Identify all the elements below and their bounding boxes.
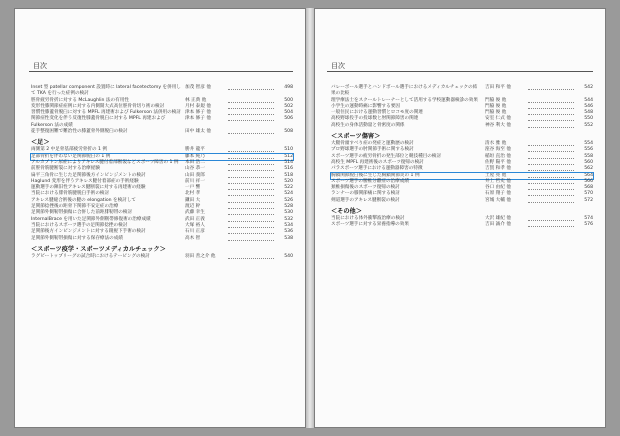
- entry-page: 542: [584, 85, 593, 90]
- dot-leader: [528, 85, 574, 90]
- dot-leader: [228, 229, 274, 234]
- entry-title: スポーツ選手の疲労骨折の発生部位と競技種目の検討: [331, 153, 442, 159]
- entry-author: 渡辺 幹: [185, 204, 201, 210]
- dot-leader: [528, 160, 574, 165]
- entry-author: 高木 智: [185, 235, 201, 241]
- dot-leader: [228, 173, 274, 178]
- entry-title: InternalBrace を用いた足関節外側靭帯修復術の治療成績: [31, 216, 151, 222]
- entry-author: 安室 仁式 他: [485, 116, 511, 122]
- entry-title: 関節症性変化を伴う反復性膝蓋骨脱臼に対する MPFL 再建および Fulkerson 法の成績: [31, 116, 166, 128]
- entry-page: 538: [284, 235, 293, 241]
- dot-leader: [528, 104, 574, 109]
- toc-list: [331, 85, 593, 229]
- entry-author: 稲垣 直治 他: [485, 153, 511, 159]
- entry-title: 徒手整復困難で難治性の膝蓋骨外側脱臼の検討: [31, 129, 128, 135]
- entry-title: 一般住民における運動習慣とロコモ度の関連: [331, 110, 423, 116]
- entry-author: 井上 哲史 他: [485, 178, 511, 184]
- entry-author: 清水 雅 他: [485, 141, 507, 147]
- entry-author: 土屋 亮 他: [485, 172, 507, 178]
- entry-author: 林 正典 他: [185, 97, 207, 103]
- entry-title: 足部骨折を伴わない足関節脱臼の 1 例: [31, 153, 111, 159]
- entry-title: 頚椎損傷後のスポーツ復帰の検討: [331, 185, 400, 191]
- entry-author: 山田 義郎: [185, 172, 205, 178]
- toc-list: [31, 85, 293, 260]
- entry-title: Inset 型 patellar component 設置時に lateral facetectomy を併用して TKA を行った症例の検討: [31, 85, 181, 97]
- entry-title: パラスポーツ選手における運動器障害の特徴: [331, 166, 423, 172]
- entry-title: 足関節外側靭帯損傷に合併した前距腓靭帯の検討: [31, 210, 133, 216]
- dot-leader: [228, 116, 274, 121]
- entry-title: 当院におけるスポーツ選手の足関節捻挫の検討: [31, 222, 128, 228]
- entry-author: 本田 浩二: [185, 159, 205, 165]
- entry-page: 514: [284, 159, 293, 165]
- dot-leader: [528, 123, 574, 128]
- entry-author: 武田 正義: [185, 216, 205, 222]
- dot-leader: [228, 254, 274, 259]
- entry-page: 530: [284, 210, 293, 216]
- entry-page: 504: [284, 110, 293, 116]
- entry-author: 吉田 誠介 他: [485, 222, 511, 228]
- toc-entry[interactable]: [331, 198, 593, 204]
- entry-title: 高校野球投手の投球数と肘関節障害の関連: [331, 116, 419, 122]
- entry-page: 544: [584, 97, 593, 103]
- entry-author: 一戸 響: [185, 185, 201, 191]
- entry-title: 習慣性膝蓋骨脱臼に対する MPFL 再建術および Fulkerson 法併用の検討: [31, 110, 181, 116]
- entry-author: 門脇 俊 他: [485, 97, 507, 103]
- dot-leader: [228, 110, 274, 115]
- entry-author: 谷口 由紀 他: [485, 185, 511, 191]
- entry-page: 570: [584, 191, 593, 197]
- entry-title: ランナーの膝関節痛に関する検討: [331, 191, 400, 197]
- dot-leader: [528, 198, 574, 203]
- entry-author: 吉田 和平 他: [485, 85, 511, 90]
- page-title: 目次: [331, 62, 345, 70]
- entry-title: プロ野球選手の肘関節手術に関する検討: [331, 147, 414, 153]
- entry-page: 540: [284, 253, 293, 259]
- entry-page: 502: [284, 103, 293, 109]
- entry-title: 足関節捻挫後の距骨下関節不安定症の治療: [31, 204, 119, 210]
- dot-leader: [528, 147, 574, 152]
- dot-leader: [528, 141, 574, 146]
- toc-entry[interactable]: [31, 129, 293, 135]
- entry-author: 武藤 幸生: [185, 210, 205, 216]
- entry-page: 512: [284, 153, 293, 159]
- entry-title: スポーツ選手に対する栄養指導の効果: [331, 222, 409, 228]
- entry-title: 剣道選手のアキレス腱断裂の検討: [331, 197, 400, 203]
- entry-title: 小学生の運動時痛に影響する要因: [331, 103, 400, 109]
- entry-page: 528: [284, 204, 293, 210]
- dot-leader: [228, 179, 274, 184]
- entry-page: 532: [284, 216, 293, 222]
- entry-page: 552: [584, 122, 593, 128]
- entry-title: 両側第 2 中足骨基部疲労骨折の 1 例: [31, 147, 108, 153]
- entry-author: 大沢 雄紀 他: [485, 216, 511, 222]
- entry-author: 北村 孝: [185, 191, 201, 197]
- entry-author: 吉賀 和孝 他: [485, 166, 511, 172]
- entry-author: 田中 雄太 他: [185, 129, 211, 135]
- entry-author: 藤本 純乃: [185, 153, 205, 159]
- entry-page: 554: [584, 141, 593, 147]
- page-title: 目次: [33, 62, 47, 70]
- entry-author: 宮城 大輔 他: [485, 197, 511, 203]
- entry-title: バレーボール選手とハンドボール選手におけるメディカルチェックの結果の比較: [331, 85, 478, 97]
- book-spine: [306, 8, 314, 428]
- entry-page: 510: [284, 147, 293, 153]
- entry-title: 足関節外側靭帯損傷に対する保存療法の成績: [31, 235, 123, 241]
- dot-leader: [528, 116, 574, 121]
- dot-leader: [228, 185, 274, 190]
- section-heading: ＜足＞: [31, 139, 50, 147]
- dot-leader: [528, 179, 574, 184]
- toc-entry[interactable]: [31, 254, 293, 260]
- entry-author: 窪谷 海至 他: [485, 147, 511, 153]
- dot-leader: [528, 173, 574, 178]
- dot-leader: [228, 223, 274, 228]
- entry-page: 564: [584, 172, 593, 178]
- entry-title: 扁平三角骨に生じた足関節後方インピンジメントの検討: [31, 172, 146, 178]
- entry-title: アキレス腱縫合術後の腱の elongation を検討して: [31, 197, 137, 203]
- dot-leader: [228, 166, 274, 171]
- toc-entry[interactable]: [31, 116, 293, 129]
- dot-leader: [228, 147, 274, 152]
- entry-author: 石原 翔子 他: [485, 191, 511, 197]
- entry-title: 大腿骨頭すべり症の発症と運動歴の検討: [331, 141, 414, 147]
- entry-title: 変形性膝関節症症例に対する内側開大式高位脛骨骨切り術の検討: [31, 103, 165, 109]
- entry-author: 月村 泰規 他: [185, 103, 211, 109]
- dot-leader: [528, 154, 574, 159]
- entry-page: 516: [284, 166, 293, 172]
- entry-author: 門脇 俊 他: [485, 110, 507, 116]
- entry-page: 550: [584, 116, 593, 122]
- entry-author: 佐野 陽平 他: [485, 159, 511, 165]
- entry-page: 508: [284, 129, 293, 135]
- dot-leader: [228, 236, 274, 241]
- right-page: [314, 8, 606, 428]
- dot-leader: [228, 210, 274, 215]
- entry-title: Haglund 変形を伴うアキレス腱付着部症の手術経験: [31, 178, 139, 184]
- entry-author: 加茂 智彦 他: [185, 85, 211, 90]
- entry-page: 526: [284, 197, 293, 203]
- dot-leader: [528, 222, 574, 227]
- entry-author: 鎌田 大: [185, 197, 201, 203]
- entry-author: 勝井 龍平: [185, 147, 205, 153]
- entry-author: 羽田 善之介 他: [185, 253, 216, 259]
- dot-leader: [228, 104, 274, 109]
- dot-leader: [528, 166, 574, 171]
- header-rule: [29, 71, 293, 72]
- entry-page: 558: [584, 153, 593, 159]
- section-heading: ＜スポーツ傷害＞: [331, 133, 381, 141]
- entry-author: 津本 修子 他: [185, 116, 211, 122]
- entry-page: 518: [284, 172, 293, 178]
- dot-leader: [228, 217, 274, 222]
- entry-author: 大塚 裕人: [185, 222, 205, 228]
- entry-title: 運動選手の陳旧性アキレス腱断裂に対する再建術の経験: [31, 185, 146, 191]
- dot-leader: [228, 160, 274, 165]
- dot-leader: [228, 204, 274, 209]
- left-page: [14, 8, 306, 428]
- entry-title: 脛骨疲労骨折に対する McLaughlin 法の有用性: [31, 97, 129, 103]
- entry-title: アルカプトン尿症によりアキレス腱付着部断裂などスポーツ障害の 1 例: [31, 159, 179, 165]
- dot-leader: [228, 154, 274, 159]
- entry-author: 門脇 俊 他: [485, 103, 507, 109]
- entry-page: 560: [584, 159, 593, 165]
- entry-page: 548: [584, 110, 593, 116]
- entry-title: 当院における体外衝撃波治療の検討: [331, 216, 405, 222]
- toc-entry[interactable]: [31, 85, 293, 98]
- header-rule: [327, 71, 593, 72]
- dot-leader: [228, 198, 274, 203]
- entry-page: 546: [584, 103, 593, 109]
- dot-leader: [528, 191, 574, 196]
- entry-page: 572: [584, 197, 593, 203]
- entry-title: 胸鎖関節脱臼後に生じた胸鎖関節炎の 1 例: [331, 172, 420, 178]
- entry-author: 前川 祥一: [185, 178, 205, 184]
- entry-author: 石川 正彦: [185, 229, 205, 235]
- section-heading: ＜その他＞: [331, 208, 362, 216]
- entry-title: 足関節後方インピンジメントに対する鏡視下手術の検討: [31, 229, 146, 235]
- dot-leader: [528, 216, 574, 221]
- toc-entry[interactable]: [331, 123, 593, 129]
- entry-page: 574: [584, 216, 593, 222]
- entry-page: 498: [284, 85, 293, 90]
- entry-author: 山谷 恭一: [185, 166, 205, 172]
- entry-author: 津本 修子 他: [185, 110, 211, 116]
- dot-leader: [228, 98, 274, 103]
- dot-leader: [228, 85, 274, 90]
- entry-title: ラグビートップリーグの試合時におけるテーピングの検討: [31, 253, 150, 259]
- entry-title: 高校生の身体活動量と骨密度の関係: [331, 122, 405, 128]
- entry-page: 536: [284, 229, 293, 235]
- entry-page: 568: [584, 185, 593, 191]
- dot-leader: [528, 110, 574, 115]
- entry-page: 566: [584, 178, 593, 184]
- entry-title: スポーツ選手の腰椎分離症の治療成績: [331, 178, 409, 184]
- dot-leader: [528, 98, 574, 103]
- entry-title: 前脛骨筋腱断裂に対する治療経験: [31, 166, 100, 172]
- toc-entry[interactable]: [31, 236, 293, 242]
- entry-page: 562: [584, 166, 593, 172]
- toc-entry[interactable]: [331, 85, 593, 98]
- entry-title: 理学療法士をスクールトレーナーとして活用する学校運動器検診の効果: [331, 97, 478, 103]
- entry-page: 576: [584, 222, 593, 228]
- entry-page: 556: [584, 147, 593, 153]
- entry-title: 当院における腓骨筋腱脱臼手術の検討: [31, 191, 110, 197]
- entry-page: 534: [284, 222, 293, 228]
- entry-author: 神谷 利大 他: [485, 122, 511, 128]
- dot-leader: [228, 129, 274, 134]
- entry-page: 500: [284, 97, 293, 103]
- toc-entry[interactable]: [331, 222, 593, 228]
- entry-page: 520: [284, 178, 293, 184]
- entry-page: 524: [284, 191, 293, 197]
- entry-title: 高校生 MPFL 再建術後のスポーツ復帰の検討: [331, 159, 424, 165]
- dot-leader: [228, 191, 274, 196]
- entry-page: 522: [284, 185, 293, 191]
- entry-page: 506: [284, 116, 293, 122]
- section-heading: ＜スポーツ疫学・スポーツメディカルチェック＞: [31, 245, 166, 253]
- dot-leader: [528, 185, 574, 190]
